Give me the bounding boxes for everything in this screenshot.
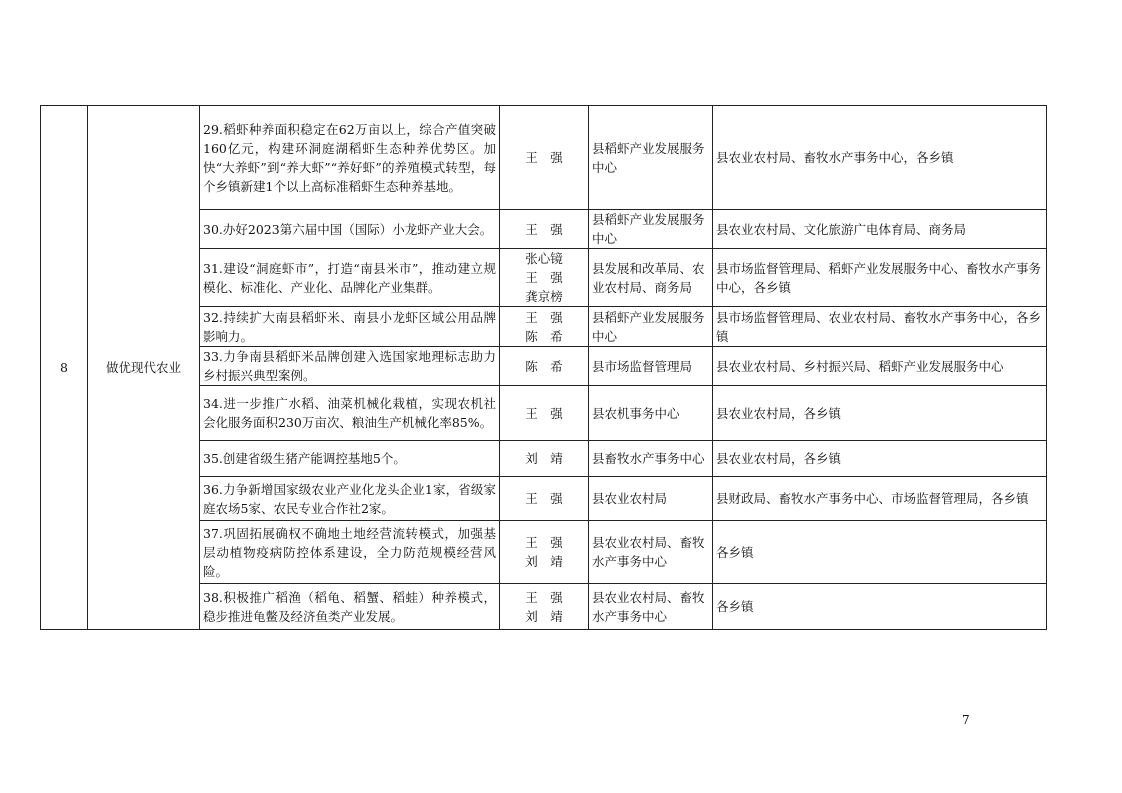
lead-department: 县农业农村局、畜牧水产事务中心	[589, 521, 713, 584]
leader-name: 龚京榜	[525, 289, 563, 304]
page-number: 7	[962, 713, 970, 727]
lead-department: 县市场监督管理局	[589, 347, 713, 386]
leader-name: 张心镜	[525, 251, 563, 266]
leader-name: 陈 希	[525, 328, 563, 344]
cooperating-units: 县农业农村局，各乡镇	[713, 386, 1047, 441]
responsible-leader	[500, 386, 589, 441]
responsible-leader	[500, 477, 589, 521]
leader-name: 刘 靖	[525, 554, 563, 569]
lead-department: 县农业农村局	[589, 477, 713, 521]
responsible-leader	[500, 584, 589, 630]
item-number: 8	[41, 106, 88, 630]
cooperating-units: 县市场监督管理局、农业农村局、畜牧水产事务中心，各乡镇	[713, 307, 1047, 347]
leader-name: 刘 靖	[525, 608, 563, 624]
task-description: 34.进一步推广水稻、油菜机械化栽植，实现农机社会化服务面积230万亩次、粮油生产机械化率85%。	[200, 386, 500, 441]
lead-department: 县畜牧水产事务中心	[589, 441, 713, 477]
leader-name: 王 强	[525, 309, 563, 325]
leader-name: 王 强	[525, 405, 563, 421]
task-description: 38.积极推广稻渔（稻龟、稻蟹、稻蛙）种养模式，稳步推进龟鳖及经济鱼类产业发展。	[200, 584, 500, 630]
responsible-leader	[500, 249, 589, 307]
table-row	[41, 106, 1047, 210]
cooperating-units: 县农业农村局、乡村振兴局、稻虾产业发展服务中心	[713, 347, 1047, 386]
lead-department: 县农机事务中心	[589, 386, 713, 441]
task-table	[40, 105, 1047, 630]
cooperating-units: 县农业农村局，各乡镇	[713, 441, 1047, 477]
responsible-leader	[500, 106, 589, 210]
cooperating-units: 县市场监督管理局、稻虾产业发展服务中心、畜牧水产事务中心，各乡镇	[713, 249, 1047, 307]
task-description: 29.稻虾种养面积稳定在62万亩以上，综合产值突破160亿元，构建环洞庭湖稻虾生态种养优势区。加快“大养虾”到“养大虾”“养好虾”的养殖模式转型，每个乡镇新建1个以上高标准稻虾生态种养基地。	[200, 106, 500, 210]
leader-name: 王 强	[525, 589, 563, 605]
leader-name: 刘 靖	[525, 451, 563, 466]
lead-department: 县农业农村局、畜牧水产事务中心	[589, 584, 713, 630]
cooperating-units: 县农业农村局、文化旅游广电体育局、商务局	[713, 210, 1047, 249]
cooperating-units: 县财政局、畜牧水产事务中心、市场监督管理局，各乡镇	[713, 477, 1047, 521]
lead-department: 县稻虾产业发展服务中心	[589, 307, 713, 347]
task-description: 36.力争新增国家级农业产业化龙头企业1家，省级家庭农场5家、农民专业合作社2家。	[200, 477, 500, 521]
task-description: 31.建设“洞庭虾市”，打造“南县米市”，推动建立规模化、标准化、产业化、品牌化产业集群。	[200, 249, 500, 307]
task-description: 32.持续扩大南县稻虾米、南县小龙虾区域公用品牌影响力。	[200, 307, 500, 347]
lead-department: 县稻虾产业发展服务中心	[589, 106, 713, 210]
lead-department: 县发展和改革局、农业农村局、商务局	[589, 249, 713, 307]
cooperating-units: 县农业农村局、畜牧水产事务中心，各乡镇	[713, 106, 1047, 210]
responsible-leader	[500, 521, 589, 584]
category-cell: 做优现代农业	[88, 106, 200, 630]
leader-name: 王 强	[525, 535, 563, 550]
task-table-body	[41, 106, 1047, 630]
cooperating-units: 各乡镇	[713, 584, 1047, 630]
leader-name: 王 强	[525, 150, 563, 165]
responsible-leader	[500, 347, 589, 386]
responsible-leader	[500, 441, 589, 477]
leader-name: 王 强	[525, 491, 563, 506]
leader-name: 王 强	[525, 270, 563, 285]
leader-name: 王 强	[525, 221, 563, 237]
responsible-leader	[500, 210, 589, 249]
task-description: 37.巩固拓展确权不确地土地经营流转模式，加强基层动植物疫病防控体系建设，全力防范规模经营风险。	[200, 521, 500, 584]
responsible-leader	[500, 307, 589, 347]
cooperating-units: 各乡镇	[713, 521, 1047, 584]
lead-department: 县稻虾产业发展服务中心	[589, 210, 713, 249]
task-description: 35.创建省级生猪产能调控基地5个。	[200, 441, 500, 477]
task-description: 33.力争南县稻虾米品牌创建入选国家地理标志助力乡村振兴典型案例。	[200, 347, 500, 386]
leader-name: 陈 希	[525, 358, 563, 374]
task-description: 30.办好2023第六届中国（国际）小龙虾产业大会。	[200, 210, 500, 249]
